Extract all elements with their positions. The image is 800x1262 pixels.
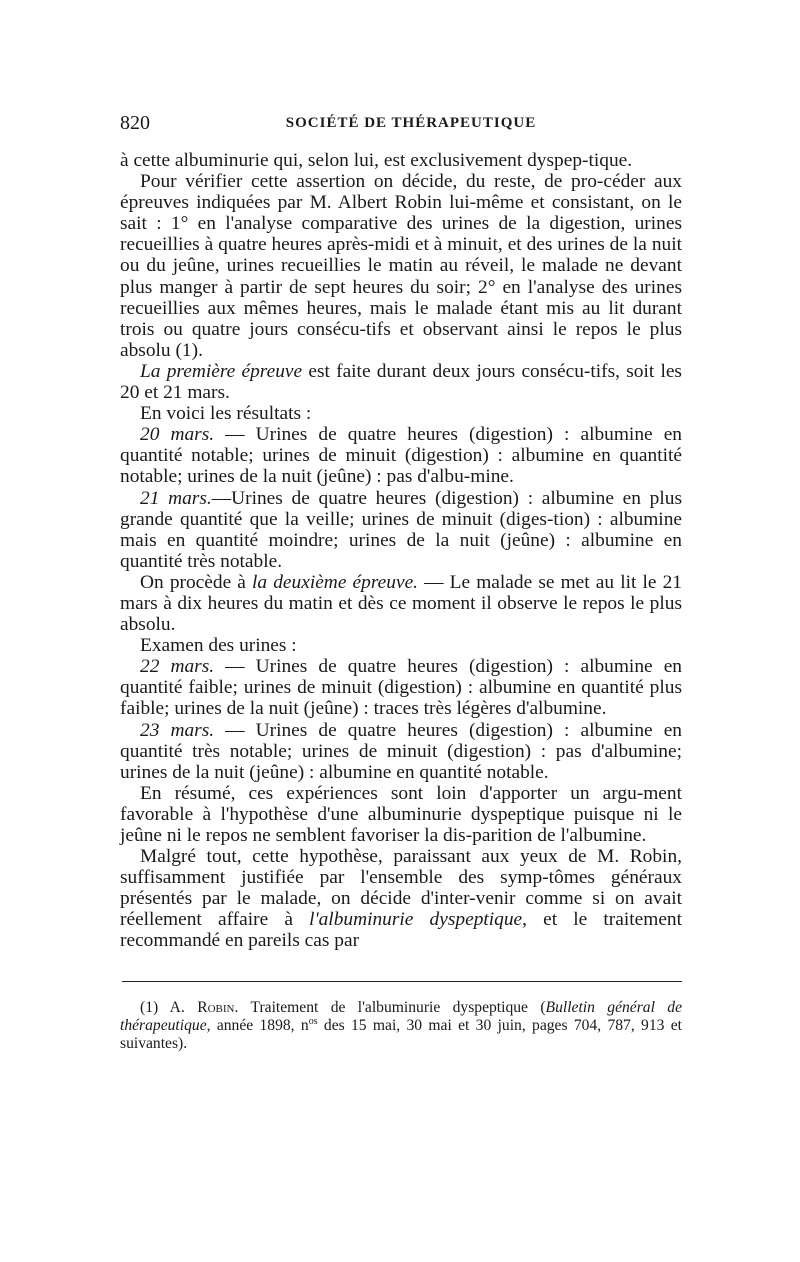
- page-number: 820: [120, 112, 150, 134]
- paragraph-text: — Urines de quatre heures (digestion) : albumine en quantité faible; urines de minuit (digestion) : albumine en quantité plus faible; urines de la nuit (jeûne) : traces très légères d'albumine.: [120, 656, 682, 720]
- paragraph: Examen des urines :: [140, 635, 297, 657]
- paragraph-text: —Urines de quatre heures (digestion) : albumine en plus grande quantité que la veille; urines de minuit (diges-tion) : albumine mais en quantité moindre; urines de la nuit (jeûne) : albumine en quantité très notable.: [120, 487, 682, 572]
- paragraph: [120, 572, 682, 635]
- date-label: 22 mars.: [140, 656, 215, 678]
- paragraph-text: — Le malade se met au lit le 21 mars à dix heures du matin et dès ce moment il observe le repos le plus absolu.: [120, 571, 682, 636]
- date-label: 21 mars.: [140, 487, 212, 509]
- paragraph: [120, 656, 682, 719]
- footnote-marker: (1) A.: [140, 998, 198, 1016]
- paragraph: à cette albuminurie qui, selon lui, est exclusivement dyspep-tique.: [120, 150, 633, 171]
- footnote-journal: Bulletin général de thérapeutique: [120, 998, 682, 1034]
- footnote-superscript: os: [308, 1015, 318, 1027]
- paragraph-text: , et le traitement recommandé en pareils cas par: [120, 909, 683, 952]
- paragraph: [120, 720, 682, 783]
- paragraph-text: — Urines de quatre heures (digestion) : albumine en quantité notable; urines de minuit (digestion) : albumine en quantité notable; urines de la nuit (jeûne) : pas d'albu-mine.: [120, 424, 682, 488]
- footnote-text-part: . Traitement de l'albuminurie dyspeptique (: [234, 998, 546, 1016]
- paragraph: [120, 846, 682, 951]
- footnote-text-part: , année 1898, n: [206, 1016, 309, 1034]
- paragraph-text: On procède à: [140, 571, 253, 593]
- footnote-divider: [122, 981, 682, 982]
- running-head: SOCIÉTÉ DE THÉRAPEUTIQUE: [285, 115, 537, 131]
- italic-phrase: la deuxième épreuve.: [252, 571, 419, 593]
- paragraph-text: est faite durant deux jours consécu-tifs, soit les 20 et 21 mars.: [120, 360, 682, 404]
- paragraph: [120, 361, 682, 403]
- body-text: [120, 150, 682, 952]
- footnote-author: Robin: [197, 998, 235, 1016]
- paragraph: Pour vérifier cette assertion on décide, du reste, de pro-céder aux épreuves indiquées par M. Albert Robin lui-même et consistant, on le sait : 1° en l'analyse comparative des urines de la digestion, urines recueillies à quatre heures après-midi et à minuit, et des urines de la nuit ou du jeûne, urines recueillies le matin au réveil, le malade ne devant plus manger à partir de sept heures du soir; 2° en l'analyse des urines recueillies aux mêmes heures, mais le malade étant mis au lit durant trois ou quatre jours consécu-tifs et observant ainsi le repos le plus absolu (1).: [120, 171, 682, 361]
- paragraph: En résumé, ces expériences sont loin d'apporter un argu-ment favorable à l'hypothèse d'une albuminurie dyspeptique puisque ni le jeûne ni le repos ne semblent favoriser la dis-parition de l'albumine.: [120, 782, 682, 846]
- footnote: [120, 999, 682, 1053]
- paragraph-text: Malgré tout, cette hypothèse, paraissant aux yeux de M. Robin, suffisamment justifiée par l'ensemble des symp-tômes généraux présentés par le malade, on décide d'inter-venir comme si on avait réellement affaire à: [120, 846, 682, 931]
- footnote-text-part: des 15 mai, 30 mai et 30 juin, pages 704, 787, 913 et suivantes).: [120, 1016, 682, 1052]
- italic-phrase: La première épreuve: [140, 360, 303, 382]
- paragraph: [120, 488, 682, 572]
- paragraph-text: — Urines de quatre heures (digestion) : albumine en quantité très notable; urines de minuit (digestion) : pas d'albumine; urines de la nuit (jeûne) : albumine en quantité notable.: [120, 719, 682, 783]
- date-label: 20 mars.: [140, 424, 215, 446]
- page-header: [120, 112, 682, 138]
- paragraph: En voici les résultats :: [140, 403, 312, 425]
- italic-phrase: l'albuminurie dyspeptique: [309, 909, 523, 931]
- paragraph: [120, 424, 682, 487]
- footnote-text: [120, 999, 682, 1053]
- book-page: [120, 112, 682, 1053]
- date-label: 23 mars.: [140, 719, 215, 741]
